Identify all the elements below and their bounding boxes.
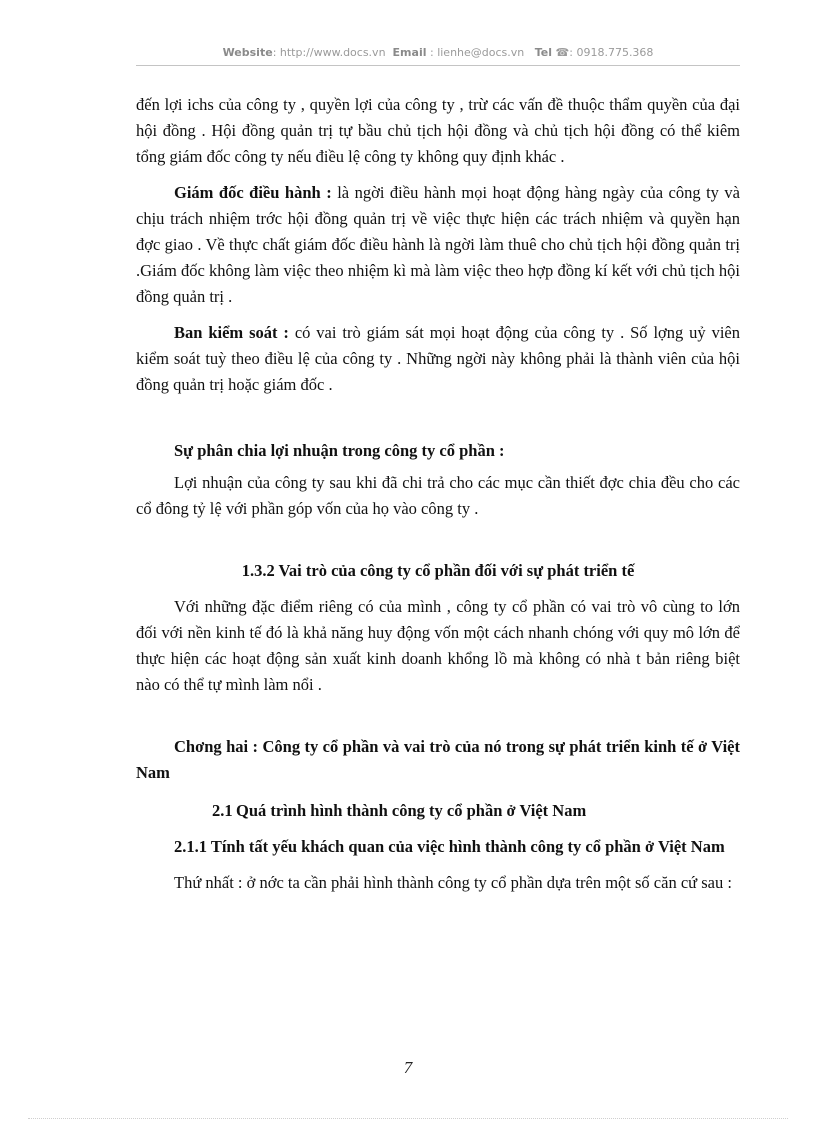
page-number: 7 [403,1058,413,1077]
ceo-label: Giám đốc điều hành : [174,183,332,202]
paragraph-supervisory-board [136,320,740,398]
paragraph-ceo [136,180,740,310]
paragraph-continuation: đến lợi ichs của công ty , quyền lợi của công ty , trừ các vấn đề thuộc thẩm quyền của đại hội đồng . Hội đồng quản trị tự bầu chủ tịch hội đồng và chủ tịch hội đồng có thể kiêm tổng giám đốc công ty nếu điều lệ công ty không quy định khác . [136,95,740,166]
supervisory-text: có vai trò giám sát mọi hoạt động của công ty . Số lợng uỷ viên kiểm soát tuỳ theo điều lệ của công ty . Những ngời này không phải là thành viên của hội đồng quản trị hoặc giám đốc . [136,323,741,394]
page-header [136,46,740,59]
document-body [136,92,740,896]
website-value: : http://www.docs.vn [272,46,386,59]
website-label: Website [222,46,273,59]
ceo-text: là ngời điều hành mọi hoạt động hàng ngày của công ty và chịu trách nhiệm trớc hội đồng quản trị về việc thực hiện các trách nhiệm và quyền hạn đợc giao . Về thực chất giám đốc điều hành là ngời làm thuê cho chủ tịch hội đồng quản trị .Giám đốc không làm việc theo nhiệm kì mà làm việc theo hợp đồng kí kết với chủ tịch hội đồng quản trị . [136,183,740,306]
header-divider [136,65,740,66]
heading-chapter-two: Chơng hai : Công ty cổ phần và vai trò của nó trong sự phát triển kinh tế ở Việt Nam [136,737,740,782]
heading-profit-distribution: Sự phân chia lợi nhuận trong công ty cổ phần : [174,441,505,460]
heading-2-1-number: 2.1 [212,801,233,820]
paragraph-first-reason: Thứ nhất : ở nớc ta cần phải hình thành công ty cổ phần dựa trên một số căn cứ sau : [174,873,732,892]
paragraph-profit: Lợi nhuận của công ty sau khi đã chi trả cho các mục cần thiết đợc chia đều cho các cổ đông tỷ lệ với phần góp vốn của họ vào công ty . [136,473,740,518]
email-value: : lienhe@docs.vn [426,46,525,59]
tel-value: : 0918.775.368 [569,46,654,59]
phone-icon: ☎ [555,46,570,59]
heading-2-1-1: 2.1.1 Tính tất yếu khách quan của việc hình thành công ty cổ phần ở Việt Nam [174,837,725,856]
paragraph-role: Với những đặc điểm riêng có của mình , công ty cổ phần có vai trò vô cùng to lớn đối với nền kinh tế đó là khả năng huy động vốn một cách nhanh chóng với quy mô lớn để thực hiện các hoạt động sản xuất kinh doanh khổng lồ mà không có nhà t bản riêng biệt nào có thể tự mình làm nổi . [136,597,740,694]
heading-1-3-2: 1.3.2 Vai trò của công ty cổ phần đối với sự phát triển tế [241,561,635,580]
tel-label: Tel [534,46,553,59]
email-label: Email [392,46,427,59]
supervisory-label: Ban kiểm soát : [174,323,289,342]
heading-2-1-title: Quá trình hình thành công ty cổ phần ở Việt Nam [236,801,587,820]
heading-2-1 [136,798,740,824]
footer-divider [28,1118,788,1119]
